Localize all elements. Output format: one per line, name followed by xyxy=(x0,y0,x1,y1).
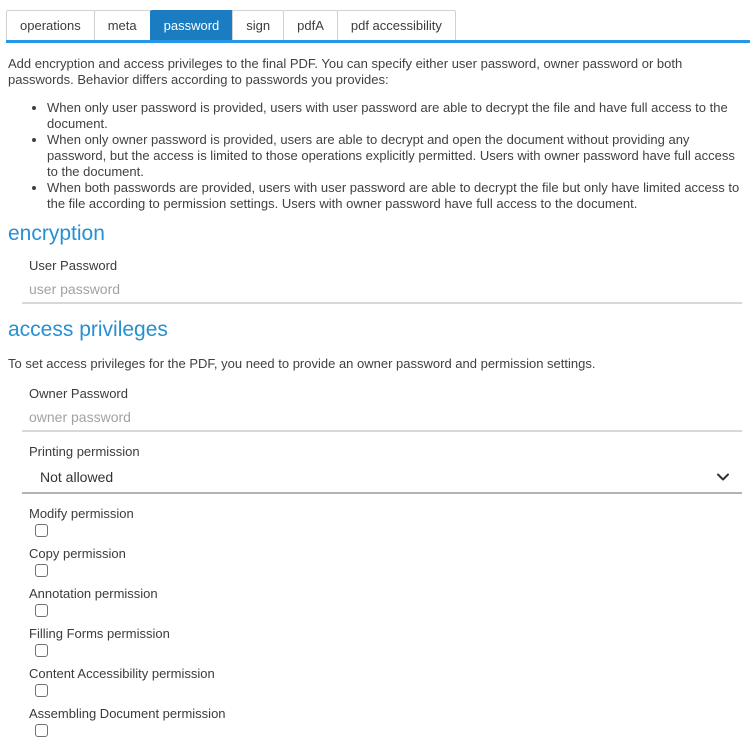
annotation-permission-group xyxy=(29,586,748,617)
content-accessibility-permission-checkbox[interactable] xyxy=(35,684,48,697)
intro-text: Add encryption and access privileges to the final PDF. You can specify either user password, owner password or both passwords. Behavior differs according to passwords you provides: xyxy=(8,56,683,87)
modify-permission-label: Modify permission xyxy=(29,506,134,521)
copy-permission-label: Copy permission xyxy=(29,546,126,561)
owner-password-field-group xyxy=(22,386,742,432)
password-behavior-list xyxy=(8,100,748,212)
modify-permission-group xyxy=(29,506,748,537)
list-item: • When only user password is provided, users with user password are able to decrypt the file and have full access to the document. xyxy=(47,100,748,132)
list-item: • When both passwords are provided, users with user password are able to decrypt the file but only have limited access to the file according to permission settings. Users with owner password have full access to the document. xyxy=(47,180,748,212)
tab-pdfa[interactable]: pdfA xyxy=(283,10,338,40)
access-privileges-description: To set access privileges for the PDF, you need to provide an owner password and permission settings. xyxy=(8,356,596,371)
tab-bar xyxy=(6,10,750,43)
tab-operations[interactable]: operations xyxy=(6,10,95,40)
annotation-permission-label: Annotation permission xyxy=(29,586,158,601)
content-accessibility-permission-label: Content Accessibility permission xyxy=(29,666,215,681)
tab-sign[interactable]: sign xyxy=(232,10,284,40)
assembling-document-permission-label: Assembling Document permission xyxy=(29,706,226,721)
user-password-label: User Password xyxy=(29,258,118,273)
tab-meta[interactable]: meta xyxy=(94,10,151,40)
access-privileges-heading: access privileges xyxy=(8,318,168,341)
tab-content xyxy=(0,56,756,737)
annotation-permission-checkbox[interactable] xyxy=(35,604,48,617)
content-accessibility-permission-group xyxy=(29,666,748,697)
list-item: • When only owner password is provided, users are able to decrypt and open the document without providing any password, but the access is limited to those operations explicitly permitted. Users with owner password have full access to the document. xyxy=(47,132,748,180)
filling-forms-permission-group xyxy=(29,626,748,657)
copy-permission-group xyxy=(29,546,748,577)
tab-pdf-accessibility[interactable]: pdf accessibility xyxy=(337,10,456,40)
password-settings-page xyxy=(0,10,756,751)
assembling-document-permission-group xyxy=(29,706,748,737)
filling-forms-permission-checkbox[interactable] xyxy=(35,644,48,657)
encryption-heading: encryption xyxy=(8,222,105,245)
assembling-document-permission-checkbox[interactable] xyxy=(35,724,48,737)
user-password-input[interactable] xyxy=(22,276,742,304)
user-password-field-group xyxy=(22,258,742,304)
owner-password-input[interactable] xyxy=(22,404,742,432)
printing-permission-select[interactable] xyxy=(22,462,742,494)
printing-permission-label: Printing permission xyxy=(29,444,140,459)
printing-permission-field-group xyxy=(22,444,742,494)
modify-permission-checkbox[interactable] xyxy=(35,524,48,537)
printing-permission-select-wrap xyxy=(22,462,742,494)
filling-forms-permission-label: Filling Forms permission xyxy=(29,626,170,641)
owner-password-label: Owner Password xyxy=(29,386,128,401)
copy-permission-checkbox[interactable] xyxy=(35,564,48,577)
tab-password[interactable]: password xyxy=(150,10,234,40)
